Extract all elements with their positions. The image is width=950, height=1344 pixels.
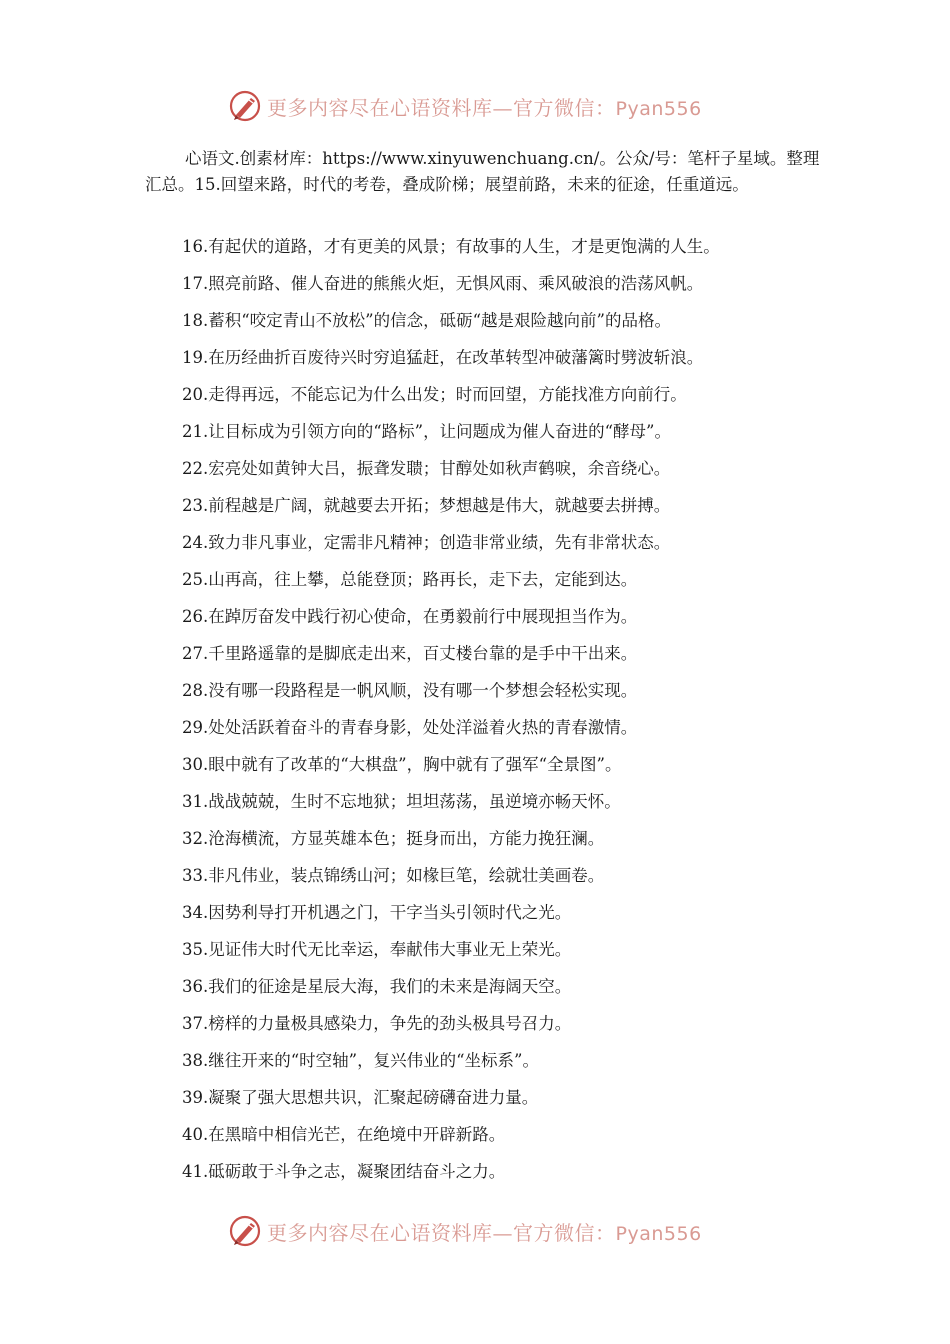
banner-text: 更多内容尽在心语资料库—官方微信：Pyan556 — [267, 1220, 702, 1245]
list-item: 20.走得再远，不能忘记为什么出发；时而回望，方能找准方向前行。 — [182, 385, 687, 404]
list-item: 38.继往开来的“时空轴”，复兴伟业的“坐标系”。 — [182, 1051, 539, 1070]
pen-logo-icon — [227, 1213, 263, 1249]
footer-banner — [227, 1211, 702, 1251]
list-item: 34.因势利导打开机遇之门，干字当头引领时代之光。 — [182, 903, 572, 922]
list-item: 33.非凡伟业，装点锦绣山河；如椽巨笔，绘就壮美画卷。 — [182, 866, 605, 885]
list-item: 21.让目标成为引领方向的“路标”，让问题成为催人奋进的“酵母”。 — [182, 422, 671, 441]
list-item: 41.砥砺敢于斗争之志，凝聚团结奋斗之力。 — [182, 1162, 506, 1181]
list-item: 40.在黑暗中相信光芒，在绝境中开辟新路。 — [182, 1125, 506, 1144]
list-item: 16.有起伏的道路，才有更美的风景；有故事的人生，才是更饱满的人生。 — [182, 237, 720, 256]
list-item: 25.山再高，往上攀，总能登顶；路再长，走下去，定能到达。 — [182, 570, 638, 589]
sentence-list — [182, 228, 842, 1190]
list-item: 27.千里路遥靠的是脚底走出来，百丈楼台靠的是手中干出来。 — [182, 644, 638, 663]
intro-text: 心语文.创素材库：https://www.xinyuwenchuang.cn/。公众/号：笔杆子星域。整理汇总。15.回望来路，时代的考卷，叠成阶梯；展望前路，未来的征途，任重道远。 — [145, 149, 820, 194]
list-item: 22.宏亮处如黄钟大吕，振聋发聩；甘醇处如秋声鹤唳，余音绕心。 — [182, 459, 671, 478]
banner-account: Pyan556 — [615, 1222, 702, 1245]
list-item: 17.照亮前路、催人奋进的熊熊火炬，无惧风雨、乘风破浪的浩荡风帆。 — [182, 274, 704, 293]
list-item: 31.战战兢兢，生时不忘地狱；坦坦荡荡，虽逆境亦畅天怀。 — [182, 792, 621, 811]
pen-logo-icon — [227, 88, 263, 124]
list-item: 37.榜样的力量极具感染力，争先的劲头极具号召力。 — [182, 1014, 572, 1033]
banner-text: 更多内容尽在心语资料库—官方微信：Pyan556 — [267, 95, 702, 120]
list-item: 30.眼中就有了改革的“大棋盘”，胸中就有了强军“全景图”。 — [182, 755, 622, 774]
list-item: 18.蓄积“咬定青山不放松”的信念，砥砺“越是艰险越向前”的品格。 — [182, 311, 671, 330]
header-banner — [227, 86, 702, 126]
list-item: 35.见证伟大时代无比幸运，奉献伟大事业无上荣光。 — [182, 940, 572, 959]
list-item: 19.在历经曲折百废待兴时穷追猛赶，在改革转型冲破藩篱时劈波斩浪。 — [182, 348, 704, 367]
list-item: 23.前程越是广阔，就越要去开拓；梦想越是伟大，就越要去拼搏。 — [182, 496, 671, 515]
banner-account: Pyan556 — [615, 97, 702, 120]
list-item: 29.处处活跃着奋斗的青春身影，处处洋溢着火热的青春激情。 — [182, 718, 638, 737]
list-item: 32.沧海横流，方显英雄本色；挺身而出，方能力挽狂澜。 — [182, 829, 605, 848]
list-item: 39.凝聚了强大思想共识，汇聚起磅礴奋进力量。 — [182, 1088, 539, 1107]
intro-paragraph — [145, 146, 825, 198]
list-item: 24.致力非凡事业，定需非凡精神；创造非常业绩，先有非常状态。 — [182, 533, 671, 552]
list-item: 36.我们的征途是星辰大海，我们的未来是海阔天空。 — [182, 977, 572, 996]
list-item: 26.在踔厉奋发中践行初心使命，在勇毅前行中展现担当作为。 — [182, 607, 638, 626]
list-item: 28.没有哪一段路程是一帆风顺，没有哪一个梦想会轻松实现。 — [182, 681, 638, 700]
